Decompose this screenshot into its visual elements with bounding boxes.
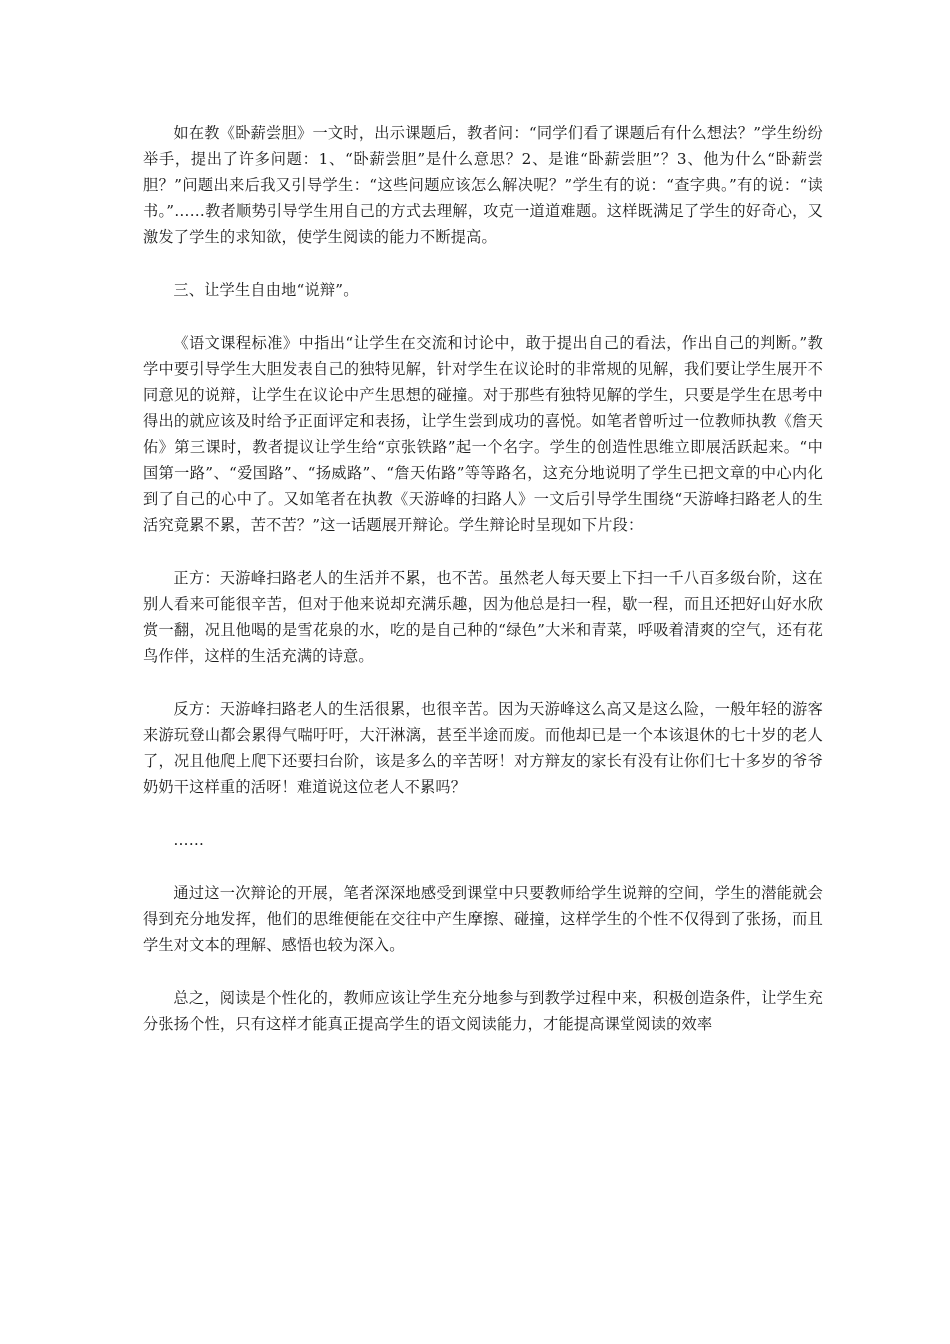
- paragraph-debate-reflection: 通过这一次辩论的开展，笔者深深地感受到课堂中只要教师给学生说辩的空间，学生的潜能就会得到充分地发挥，他们的思维便能在交往中产生摩擦、碰撞，这样学生的个性不仅得到了张扬，而且学生对文本的理解、感悟也较为深入。: [143, 884, 823, 954]
- paragraph-ellipsis: ……: [173, 831, 205, 849]
- section-heading-debate: 三、让学生自由地“说辩”。: [173, 281, 359, 299]
- paragraph-curriculum-standard: 《语文课程标准》中指出“让学生在交流和讨论中，敢于提出自己的看法，作出自己的判断。”教学中要引导学生大胆发表自己的独特见解，针对学生在议论时的非常规的见解，我们要让学生展开不同意见的说辩，让学生在议论中产生思想的碰撞。对于那些有独特见解的学生，只要是学生在思考中得出的就应该及时给予正面评定和表扬，让学生尝到成功的喜悦。如笔者曾听过一位教师执教《詹天佑》第三课时，教者提议让学生给“京张铁路”起一个名字。学生的创造性思维立即展活跃起来。“中国第一路”、“爱国路”、“扬威路”、“詹天佑路”等等路名，这充分地说明了学生已把文章的中心内化到了自己的心中了。又如笔者在执教《天游峰的扫路人》一文后引导学生围绕“天游峰扫路老人的生活究竟累不累，苦不苦？”这一话题展开辩论。学生辩论时呈现如下片段：: [143, 334, 824, 534]
- document-body: [143, 120, 823, 1064]
- paragraph-conclusion: 总之，阅读是个性化的，教师应该让学生充分地参与到教学过程中来，积极创造条件，让学生充分张扬个性，只有这样才能真正提高学生的语文阅读能力，才能提高课堂阅读的效率: [143, 989, 823, 1033]
- paragraph-negative-side: 反方：天游峰扫路老人的生活很累，也很辛苦。因为天游峰这么高又是这么险，一般年轻的游客来游玩登山都会累得气喘吁吁，大汗淋漓，甚至半途而废。而他却已是一个本该退休的七十岁的老人了，况且他爬上爬下还要扫台阶，该是多么的辛苦呀！对方辩友的家长有没有让你们七十多岁的爷爷奶奶干这样重的活呀！难道说这位老人不累吗？: [143, 700, 823, 796]
- paragraph-affirmative-side: 正方：天游峰扫路老人的生活并不累，也不苦。虽然老人每天要上下扫一千八百多级台阶，这在别人看来可能很辛苦，但对于他来说却充满乐趣，因为他总是扫一程，歇一程，而且还把好山好水欣赏一翻，况且他喝的是雪花泉的水，吃的是自己种的“绿色”大米和青菜，呼吸着清爽的空气，还有花鸟作伴，这样的生活充满的诗意。: [143, 569, 823, 665]
- paragraph-example-lesson: 如在教《卧薪尝胆》一文时，出示课题后，教者问：“同学们看了课题后有什么想法？”学生纷纷举手，提出了许多问题：1、“卧薪尝胆”是什么意思？2、是谁“卧薪尝胆”？3、他为什么“卧薪尝胆？”问题出来后我又引导学生：“这些问题应该怎么解决呢？”学生有的说：“查字典。”有的说：“读书。”……教者顺势引导学生用自己的方式去理解，攻克一道道难题。这样既满足了学生的好奇心，又激发了学生的求知欲，使学生阅读的能力不断提高。: [143, 124, 823, 246]
